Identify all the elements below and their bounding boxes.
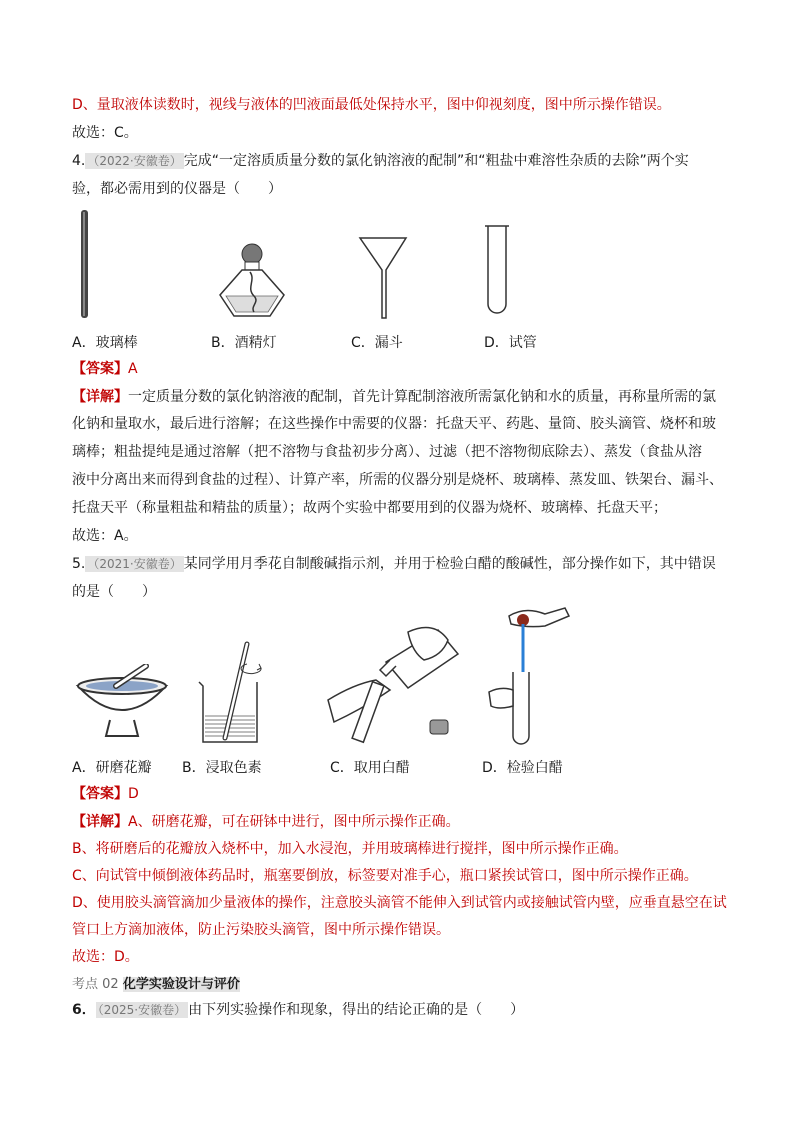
- question-6-stem: 6． （2025·安徽卷） 由下列实验操作和现象，得出的结论正确的是（ ）: [72, 1002, 525, 1018]
- pouring-vinegar-icon: [324, 612, 464, 744]
- q4-selection: 故选：A。: [72, 528, 138, 544]
- q4-option-a: A．玻璃棒: [72, 335, 138, 351]
- q5-detail-2: B、将研磨后的花瓣放入烧杯中，加入水浸泡，并用玻璃棒进行搅拌，图中所示操作正确。: [72, 841, 628, 857]
- source-badge: （2022·安徽卷）: [87, 154, 182, 168]
- q5-option-d: D．检验白醋: [482, 760, 563, 776]
- q4-detail-2: 化钠和量取水，最后进行溶解；在这些操作中需要的仪器：托盘天平、药匙、量筒、胶头滴管、烧杯和玻: [72, 416, 716, 432]
- q4-option-d: D．试管: [484, 335, 537, 351]
- funnel-icon: [358, 236, 410, 320]
- test-tube-icon: [482, 224, 512, 320]
- mortar-pestle-icon: [74, 664, 170, 746]
- question-4-stem-2: 验，都必需用到的仪器是（ ）: [72, 181, 282, 197]
- source-badge: （2021·安徽卷）: [87, 557, 182, 571]
- q5-selection: 故选：D。: [72, 949, 139, 965]
- source-badge: （2025·安徽卷）: [97, 1003, 187, 1017]
- q5-option-c: C．取用白醋: [330, 760, 410, 776]
- q4-detail-3: 璃棒；粗盐提纯是通过溶解（把不溶物与食盐初步分离）、过滤（把不溶物彻底除去）、蒸发（食盐从溶: [72, 444, 702, 460]
- q4-detail-5: 托盘天平（称量粗盐和精盐的质量）；故两个实验中都要用到的仪器为烧杯、玻璃棒、托盘天平；: [72, 500, 667, 516]
- glass-rod-icon: [75, 208, 95, 320]
- beaker-stirring-icon: [195, 640, 267, 746]
- question-4-stem: 4. （2022·安徽卷） 完成“一定溶质质量分数的氯化钠溶液的配制”和“粗盐中难溶性杂质的去除”两个实: [72, 153, 689, 169]
- q4-detail-1: 【详解】一定质量分数的氯化钠溶液的配制，首先计算配制溶液所需氯化钠和水的质量，再称量所需的氯: [72, 389, 716, 405]
- previous-answer: 故选：C。: [72, 125, 138, 141]
- q4-option-c: C．漏斗: [351, 335, 403, 351]
- q5-detail-4: D、使用胶头滴管滴加少量液体的操作，注意胶头滴管不能伸入到试管内或接触试管内壁，应垂直悬空在试: [72, 895, 727, 911]
- dropper-test-icon: [485, 606, 575, 746]
- alcohol-lamp-icon: [212, 240, 292, 320]
- q4-answer: 【答案】A: [72, 361, 138, 377]
- q5-detail-1: 【详解】A、研磨花瓣，可在研钵中进行，图中所示操作正确。: [72, 814, 460, 830]
- q5-option-b: B．浸取色素: [182, 760, 262, 776]
- q5-detail-3: C、向试管中倾倒液体药品时，瓶塞要倒放，标签要对准手心，瓶口紧挨试管口，图中所示操作正确。: [72, 868, 698, 884]
- q5-option-a: A．研磨花瓣: [72, 760, 152, 776]
- q4-option-b: B．酒精灯: [211, 335, 277, 351]
- section-heading: 考点 02 化学实验设计与评价: [72, 977, 240, 992]
- option-d-explanation: D、量取液体读数时，视线与液体的凹液面最低处保持水平，图中仰视刻度，图中所示操作错误。: [72, 97, 671, 113]
- question-5-stem-2: 的是（ ）: [72, 584, 156, 600]
- q4-detail-4: 液中分离出来而得到食盐的过程）、计算产率，所需的仪器分别是烧杯、玻璃棒、蒸发皿、铁架台、漏斗、: [72, 472, 723, 488]
- q5-detail-5: 管口上方滴加液体，防止污染胶头滴管，图中所示操作错误。: [72, 922, 450, 938]
- q5-answer: 【答案】D: [72, 786, 139, 802]
- question-5-stem: 5. （2021·安徽卷） 某同学用月季花自制酸碱指示剂，并用于检验白醋的酸碱性，部分操作如下，其中错误: [72, 556, 716, 572]
